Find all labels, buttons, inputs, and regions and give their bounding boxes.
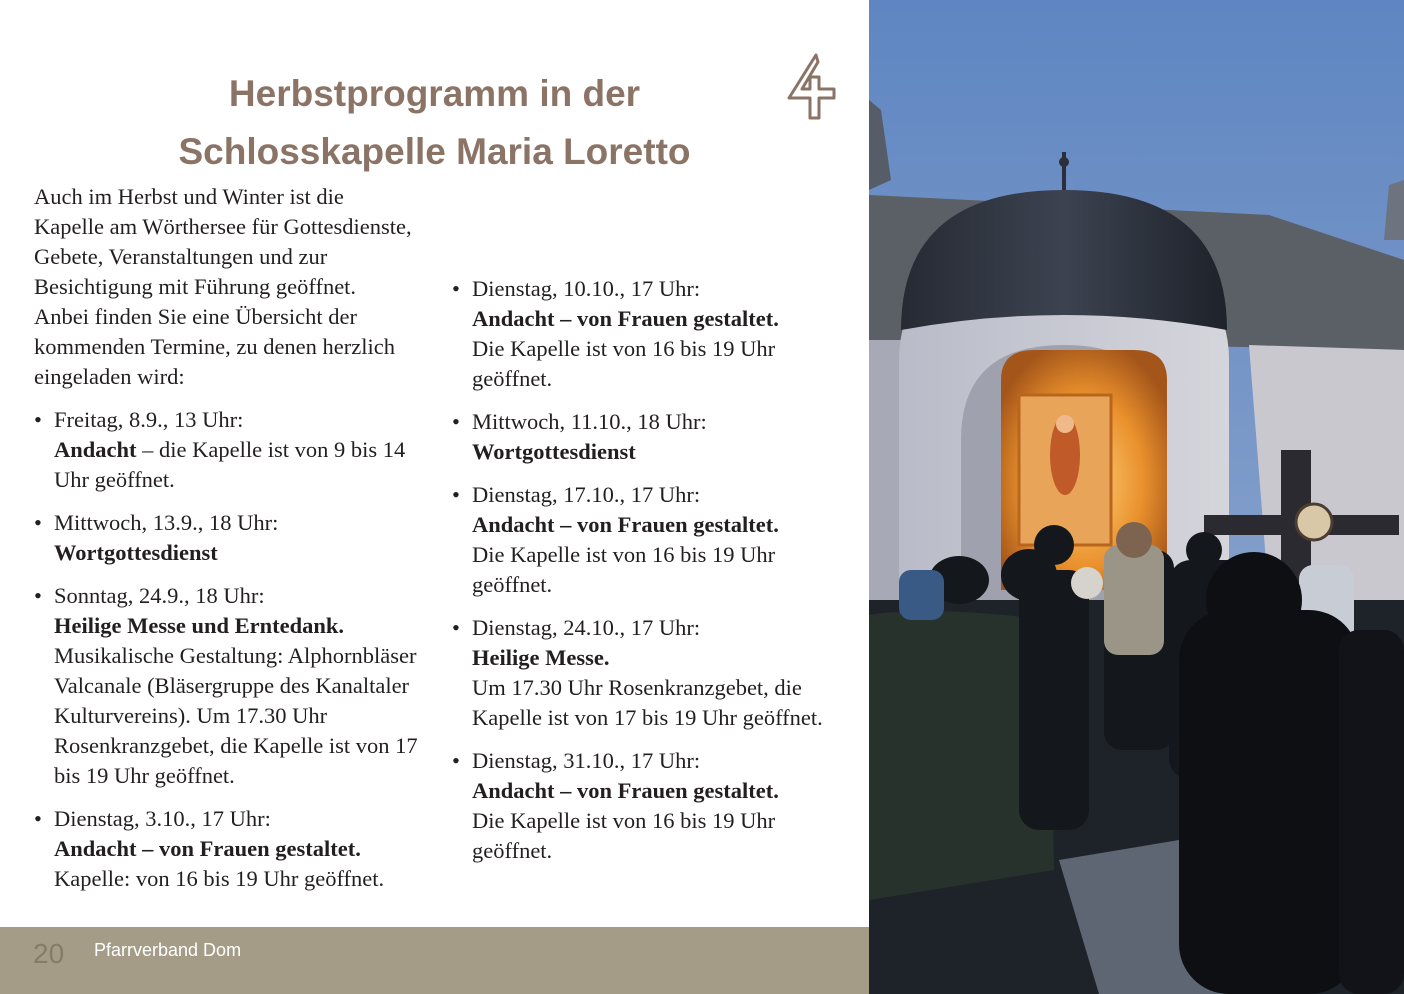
- event-text: [54, 435, 424, 495]
- event-date: • Dienstag, 3.10., 17 Uhr:: [54, 806, 271, 831]
- event-item: [452, 407, 852, 467]
- event-title: Heilige Messe und Erntedank.: [54, 613, 345, 638]
- event-desc: Die Kapelle ist von 16 bis 19 Uhr geöffnet.: [472, 336, 776, 391]
- cross-logo-icon: [780, 50, 840, 124]
- event-item: [34, 581, 424, 791]
- event-date: • Sonntag, 24.9., 18 Uhr:: [54, 583, 265, 608]
- event-item: [452, 613, 852, 733]
- event-date: • Mittwoch, 13.9., 18 Uhr:: [54, 510, 279, 535]
- event-title: Heilige Messe.: [472, 645, 610, 670]
- event-title: Andacht – von Frauen gestaltet.: [54, 836, 361, 861]
- event-title: Andacht – von Frauen gestaltet.: [472, 778, 779, 803]
- event-date: • Freitag, 8.9., 13 Uhr:: [54, 407, 244, 432]
- page-number: 20: [33, 938, 65, 969]
- event-title: Wortgottesdienst: [472, 439, 636, 464]
- event-item: [34, 508, 424, 568]
- event-title: Andacht – von Frauen gestaltet.: [472, 512, 779, 537]
- event-list-right: [452, 274, 852, 879]
- event-title: Andacht: [54, 437, 137, 462]
- page-title: [0, 65, 869, 181]
- event-desc: Um 17.30 Uhr Rosenkranzgebet, die Kapelle ist von 17 bis 19 Uhr geöffnet.: [472, 675, 823, 730]
- event-item: [452, 746, 852, 866]
- intro-paragraph: Auch im Herbst und Winter ist die Kapelle am Wörthersee für Gottesdienste, Gebete, Veranstaltungen und zur Besichtigung mit Führung geöffnet. Anbei finden Sie eine Übersicht der kommenden Termine, zu denen herzlich eingeladen wird:: [34, 184, 412, 389]
- event-date: • Dienstag, 24.10., 17 Uhr:: [472, 615, 701, 640]
- event-date: • Dienstag, 31.10., 17 Uhr:: [472, 748, 701, 773]
- event-date: • Dienstag, 17.10., 17 Uhr:: [472, 482, 701, 507]
- page-title-line-2: Schlosskapelle Maria Loretto: [178, 130, 691, 172]
- event-item: [452, 480, 852, 600]
- event-desc: Kapelle: von 16 bis 19 Uhr geöffnet.: [54, 866, 385, 891]
- event-item: [34, 804, 424, 894]
- page-title-line-1: Herbstprogramm in der: [228, 72, 641, 114]
- event-desc: Musikalische Gestaltung: Alphornbläser Valcanale (Bläsergruppe des Kanaltaler Kulturvereins). Um 17.30 Uhr Rosenkranzgebet, die Kapelle ist von 17 bis 19 Uhr geöffnet.: [54, 643, 418, 788]
- event-desc: – die Kapelle ist von 9 bis 14 Uhr geöffnet.: [54, 437, 406, 492]
- event-item: [452, 274, 852, 394]
- event-desc: Die Kapelle ist von 16 bis 19 Uhr geöffnet.: [472, 542, 776, 597]
- event-item: [34, 405, 424, 495]
- chapel-photo-illustration: [869, 0, 1404, 994]
- event-title: Andacht – von Frauen gestaltet.: [472, 306, 779, 331]
- event-date: • Mittwoch, 11.10., 18 Uhr:: [472, 409, 707, 434]
- event-desc: Die Kapelle ist von 16 bis 19 Uhr geöffnet.: [472, 808, 776, 863]
- chapel-photo: [869, 0, 1404, 994]
- event-title: Wortgottesdienst: [54, 540, 218, 565]
- footer-label: Pfarrverband Dom: [94, 940, 242, 960]
- event-list-left: [34, 405, 424, 907]
- event-date: • Dienstag, 10.10., 17 Uhr:: [472, 276, 701, 301]
